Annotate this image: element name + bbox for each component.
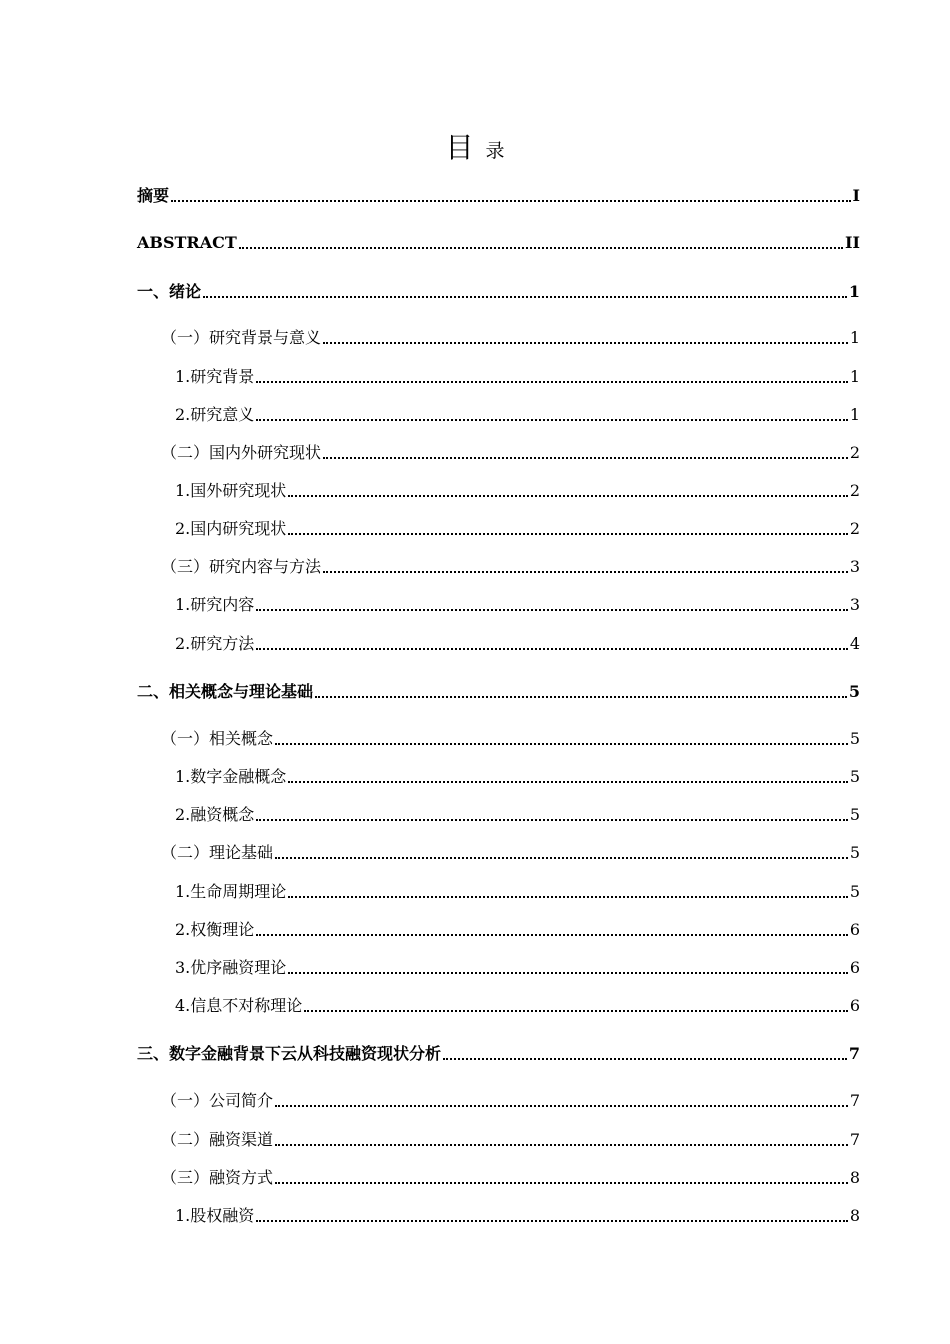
toc-entry-subsection[interactable] xyxy=(137,956,860,980)
toc-leader-dots xyxy=(203,296,847,298)
toc-entry-text: （一）研究背景与意义 xyxy=(161,328,322,347)
toc-page-number: 1 xyxy=(849,367,860,386)
toc-page-number: 1 xyxy=(849,405,860,424)
toc-leader-dots xyxy=(275,857,848,859)
toc-entry-subsection[interactable] xyxy=(137,1204,860,1228)
toc-entry-text: 2.研究意义 xyxy=(175,405,255,424)
toc-entry-chapter-3[interactable] xyxy=(137,1042,860,1066)
toc-entry-subsection[interactable] xyxy=(137,593,860,617)
toc-page-number: 1 xyxy=(848,282,860,301)
toc-entry-section[interactable] xyxy=(137,441,860,465)
toc-page-number: II xyxy=(845,233,860,252)
toc-leader-dots xyxy=(171,200,851,202)
toc-entry-subsection[interactable] xyxy=(137,765,860,789)
toc-entry-subsection[interactable] xyxy=(137,517,860,541)
toc-entry-text: （一）公司简介 xyxy=(161,1091,274,1110)
toc-page-number: I xyxy=(852,186,860,205)
toc-entry-text: 1.生命周期理论 xyxy=(175,882,287,901)
toc-leader-dots xyxy=(256,609,848,611)
toc-entry-abstract-en[interactable] xyxy=(137,231,860,255)
page-title-sub: 录 xyxy=(485,140,505,162)
toc-entry-text: （二）理论基础 xyxy=(161,843,274,862)
toc-page-number: 7 xyxy=(848,1044,860,1063)
toc-entry-text: 1.股权融资 xyxy=(175,1206,255,1225)
toc-entry-subsection[interactable] xyxy=(137,994,860,1018)
toc-page-number: 2 xyxy=(849,519,860,538)
toc-leader-dots xyxy=(275,1105,848,1107)
toc-entry-text: 一、绪论 xyxy=(137,282,202,301)
toc-entry-text: 1.数字金融概念 xyxy=(175,767,287,786)
toc-entry-subsection[interactable] xyxy=(137,880,860,904)
toc-entry-text: （二）融资渠道 xyxy=(161,1130,274,1149)
toc-entry-text: （二）国内外研究现状 xyxy=(161,443,322,462)
toc-leader-dots xyxy=(323,571,848,573)
toc-leader-dots xyxy=(256,419,848,421)
toc-entry-subsection[interactable] xyxy=(137,803,860,827)
toc-entry-text: 2.研究方法 xyxy=(175,634,255,653)
toc-entry-text: （一）相关概念 xyxy=(161,729,274,748)
toc-entry-text: （三）融资方式 xyxy=(161,1168,274,1187)
toc-page-number: 5 xyxy=(849,767,860,786)
toc-page-number: 1 xyxy=(849,328,860,347)
toc-entry-text: 2.融资概念 xyxy=(175,805,255,824)
toc-entry-section[interactable] xyxy=(137,1089,860,1113)
toc-entry-section[interactable] xyxy=(137,326,860,350)
toc-leader-dots xyxy=(443,1058,847,1060)
toc-entry-subsection[interactable] xyxy=(137,479,860,503)
toc-leader-dots xyxy=(315,696,847,698)
toc-leader-dots xyxy=(288,781,848,783)
toc-leader-dots xyxy=(288,533,848,535)
toc-page-number: 5 xyxy=(849,729,860,748)
toc-entry-subsection[interactable] xyxy=(137,403,860,427)
toc-entry-chapter-1[interactable] xyxy=(137,280,860,304)
toc-page-number: 5 xyxy=(849,805,860,824)
toc-page-number: 2 xyxy=(849,443,860,462)
toc-entry-section[interactable] xyxy=(137,1166,860,1190)
toc-entry-chapter-2[interactable] xyxy=(137,680,860,704)
toc-leader-dots xyxy=(288,896,848,898)
toc-leader-dots xyxy=(239,247,843,249)
toc-entry-text: 4.信息不对称理论 xyxy=(175,996,303,1015)
toc-entry-section[interactable] xyxy=(137,1128,860,1152)
toc-page-number: 7 xyxy=(849,1091,860,1110)
toc-page-number: 3 xyxy=(849,557,860,576)
page-title xyxy=(0,128,950,168)
toc-entry-text: 1.研究内容 xyxy=(175,595,255,614)
toc-entry-text: 1.国外研究现状 xyxy=(175,481,287,500)
toc-leader-dots xyxy=(256,819,848,821)
page-title-main: 目 xyxy=(445,131,474,164)
toc-entry-text: 三、数字金融背景下云从科技融资现状分析 xyxy=(137,1044,442,1063)
toc-leader-dots xyxy=(275,1182,848,1184)
toc-page-number: 7 xyxy=(849,1130,860,1149)
toc-entry-subsection[interactable] xyxy=(137,632,860,656)
toc-page-number: 8 xyxy=(849,1206,860,1225)
toc-page-number: 8 xyxy=(849,1168,860,1187)
toc-leader-dots xyxy=(288,495,848,497)
toc-leader-dots xyxy=(256,381,848,383)
toc-entry-section[interactable] xyxy=(137,841,860,865)
toc-leader-dots xyxy=(275,743,848,745)
toc-page-number: 4 xyxy=(849,634,860,653)
toc-entry-text: 2.国内研究现状 xyxy=(175,519,287,538)
toc-page-number: 6 xyxy=(849,920,860,939)
toc-entry-text: 摘要 xyxy=(137,186,170,205)
toc-leader-dots xyxy=(256,648,848,650)
toc-entry-subsection[interactable] xyxy=(137,365,860,389)
toc-leader-dots xyxy=(288,972,848,974)
toc-entry-section[interactable] xyxy=(137,727,860,751)
toc-page-number: 6 xyxy=(849,958,860,977)
toc-page-number: 5 xyxy=(849,843,860,862)
toc-entry-section[interactable] xyxy=(137,555,860,579)
toc-entry-subsection[interactable] xyxy=(137,918,860,942)
toc-entry-text: 2.权衡理论 xyxy=(175,920,255,939)
toc-page-number: 2 xyxy=(849,481,860,500)
toc-leader-dots xyxy=(256,934,848,936)
toc-page-number: 5 xyxy=(848,682,860,701)
toc-page-number: 3 xyxy=(849,595,860,614)
toc-page-number: 5 xyxy=(849,882,860,901)
toc-entry-text: 1.研究背景 xyxy=(175,367,255,386)
toc-entry-text: 二、相关概念与理论基础 xyxy=(137,682,314,701)
toc-leader-dots xyxy=(275,1144,848,1146)
toc-entry-abstract-cn[interactable] xyxy=(137,184,860,208)
toc-leader-dots xyxy=(304,1010,848,1012)
toc-entry-text: （三）研究内容与方法 xyxy=(161,557,322,576)
toc-entry-text: 3.优序融资理论 xyxy=(175,958,287,977)
toc-entry-text: ABSTRACT xyxy=(137,233,237,252)
toc-leader-dots xyxy=(323,457,848,459)
toc-leader-dots xyxy=(256,1220,848,1222)
toc-page-number: 6 xyxy=(849,996,860,1015)
toc-leader-dots xyxy=(323,342,848,344)
